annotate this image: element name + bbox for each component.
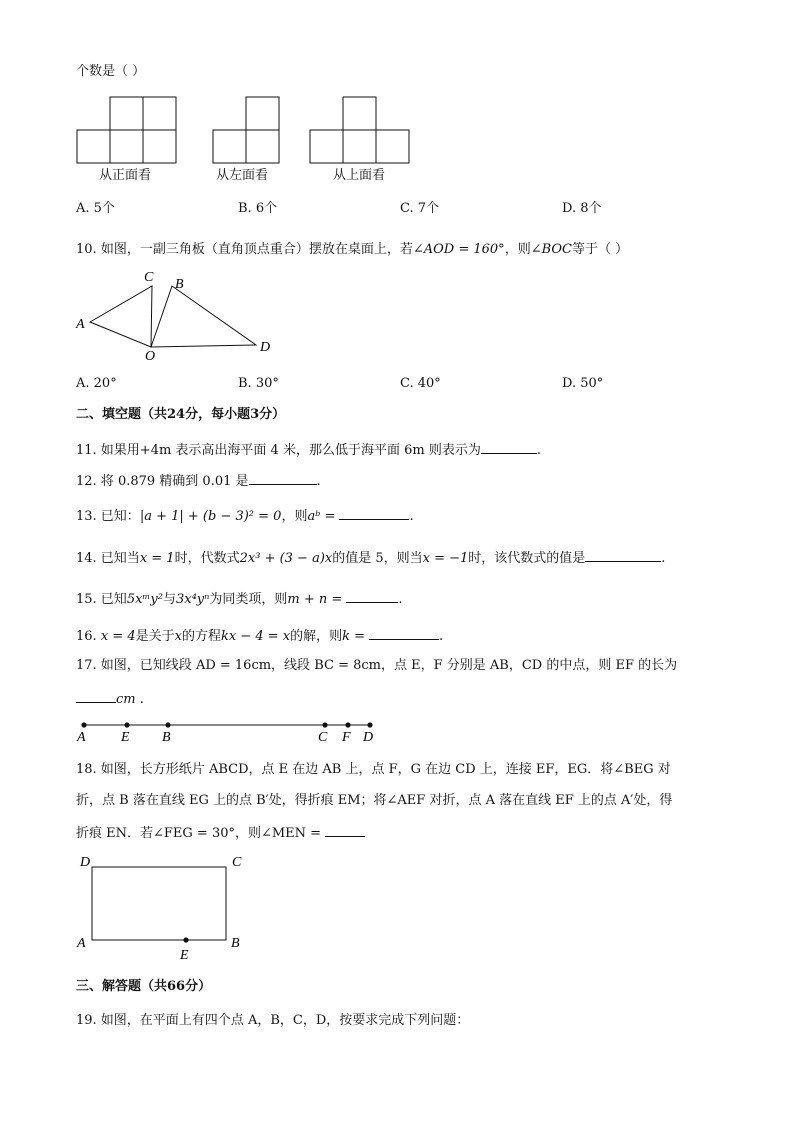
q10-angle-asked: ∠BOC <box>530 242 572 257</box>
q10-option-d: D. 50° <box>562 376 604 391</box>
q15-t2: 为同类项，则 <box>209 592 288 607</box>
q16-cond: x = 4 <box>100 629 136 644</box>
q10-angle-given: ∠AOD = 160° <box>412 242 505 257</box>
q14-t1: 时，代数式 <box>174 551 240 566</box>
seg-label-d: D <box>363 730 374 745</box>
rect-label-b: B <box>231 936 240 951</box>
q16-prefix: 16. <box>76 629 97 644</box>
q18-line1: 18. 如图，长方形纸片 ABCD，点 E 在边 AB 上，点 F，G 在边 CD 上，连接 EF，EG．将∠BEG 对 <box>76 762 671 777</box>
section2-title: 二、填空题（共24分，每小题3分） <box>76 407 286 422</box>
seg-label-c: C <box>318 730 328 745</box>
q16-ask: k = <box>342 629 366 644</box>
point-a-label: A <box>76 317 85 332</box>
q16-var: x <box>174 629 182 644</box>
seg-label-e: E <box>121 730 130 745</box>
q13-end: . <box>409 509 414 524</box>
q15-ask: m + n = <box>287 592 343 607</box>
point-c-label: C <box>144 270 154 285</box>
q14-t2: 的值是 5，则当 <box>332 551 423 566</box>
point-e-dot-rect <box>183 937 188 942</box>
q14-end: . <box>661 551 666 566</box>
left-view-caption: 从左面看 <box>216 168 269 183</box>
q11-text: 11. 如果用+4m 表示高出海平面 4 米，那么低于海平面 6m 则表示为 <box>76 443 481 458</box>
point-d-label: D <box>260 340 271 355</box>
top-view-caption: 从上面看 <box>333 168 386 183</box>
q16-end: . <box>439 629 444 644</box>
q10-text-b: ，则 <box>504 242 531 257</box>
seg-label-f: F <box>342 730 351 745</box>
rect-label-c: C <box>232 855 242 870</box>
q15-term2: 3x⁴yⁿ <box>175 592 210 607</box>
section3-title: 三、解答题（共66分） <box>76 979 212 994</box>
seg-label-b: B <box>162 730 171 745</box>
q9-option-a: A. 5个 <box>76 201 115 216</box>
q16-t3: 的解，则 <box>290 629 343 644</box>
q10-option-c: C. 40° <box>400 376 441 391</box>
q17-end: . <box>139 692 144 707</box>
q9-option-c: C. 7个 <box>400 201 440 216</box>
rect-label-d: D <box>80 855 91 870</box>
q16-eq: kx − 4 = x <box>220 629 291 644</box>
rect-label-a: A <box>77 936 86 951</box>
q9-stem: 个数是（ ） <box>76 64 146 79</box>
front-view-caption: 从正面看 <box>99 168 152 183</box>
q12-text: 12. 将 0.879 精确到 0.01 是 <box>76 474 249 489</box>
q9-option-b: B. 6个 <box>238 201 278 216</box>
q14-prefix: 14. 已知当 <box>76 551 140 566</box>
q12-end: . <box>316 474 321 489</box>
point-o-label: O <box>145 349 156 364</box>
q10-text-a: 如图，一副三角板（直角顶点重合）摆放在桌面上，若 <box>100 242 413 257</box>
q14-cond2: x = −1 <box>422 551 469 566</box>
q10-number: 10. <box>76 242 97 257</box>
q11-end: . <box>536 443 541 458</box>
q17-line1: 17. 如图，已知线段 AD = 16cm，线段 BC = 8cm，点 E，F 分别是 AB，CD 的中点，则 EF 的长为 <box>76 658 678 673</box>
q14-expr: 2x³ + (3 − a)x <box>239 551 333 566</box>
q18-line2: 折，点 B 落在直线 EG 上的点 B′处，得折痕 EM；将∠AEF 对折，点 A 落在直线 EF 上的点 A′处，得 <box>76 793 673 808</box>
q15-end: . <box>398 592 403 607</box>
q14-cond1: x = 1 <box>139 551 175 566</box>
q9-option-d: D. 8个 <box>562 201 602 216</box>
q13-prefix: 13. 已知： <box>76 509 140 524</box>
q15-t1: 与 <box>162 592 176 607</box>
q13-mid: ，则 <box>281 509 308 524</box>
rect-label-e: E <box>180 948 189 963</box>
q15-prefix: 15. 已知 <box>76 592 127 607</box>
q13-expr: |a + 1| + (b − 3)² = 0 <box>139 509 282 524</box>
q19-text: 19. 如图，在平面上有四个点 A，B，C，D，按要求完成下列问题： <box>76 1013 470 1028</box>
q17-unit: cm <box>116 692 136 707</box>
q14-t3: 时，该代数式的值是 <box>468 551 586 566</box>
q15-term1: 5xᵐy² <box>126 592 163 607</box>
q10-text-c: 等于（ ） <box>572 242 629 257</box>
seg-label-a: A <box>77 730 86 745</box>
point-b-label: B <box>175 277 184 292</box>
q18-text: 折痕 EN．若∠FEG = 30°，则∠MEN = <box>76 826 322 841</box>
q13-ask: aᵇ = <box>307 509 336 524</box>
q10-option-a: A. 20° <box>76 376 117 391</box>
q10-option-b: B. 30° <box>238 376 279 391</box>
q16-t2: 的方程 <box>181 629 221 644</box>
q16-t1: 是关于 <box>135 629 175 644</box>
